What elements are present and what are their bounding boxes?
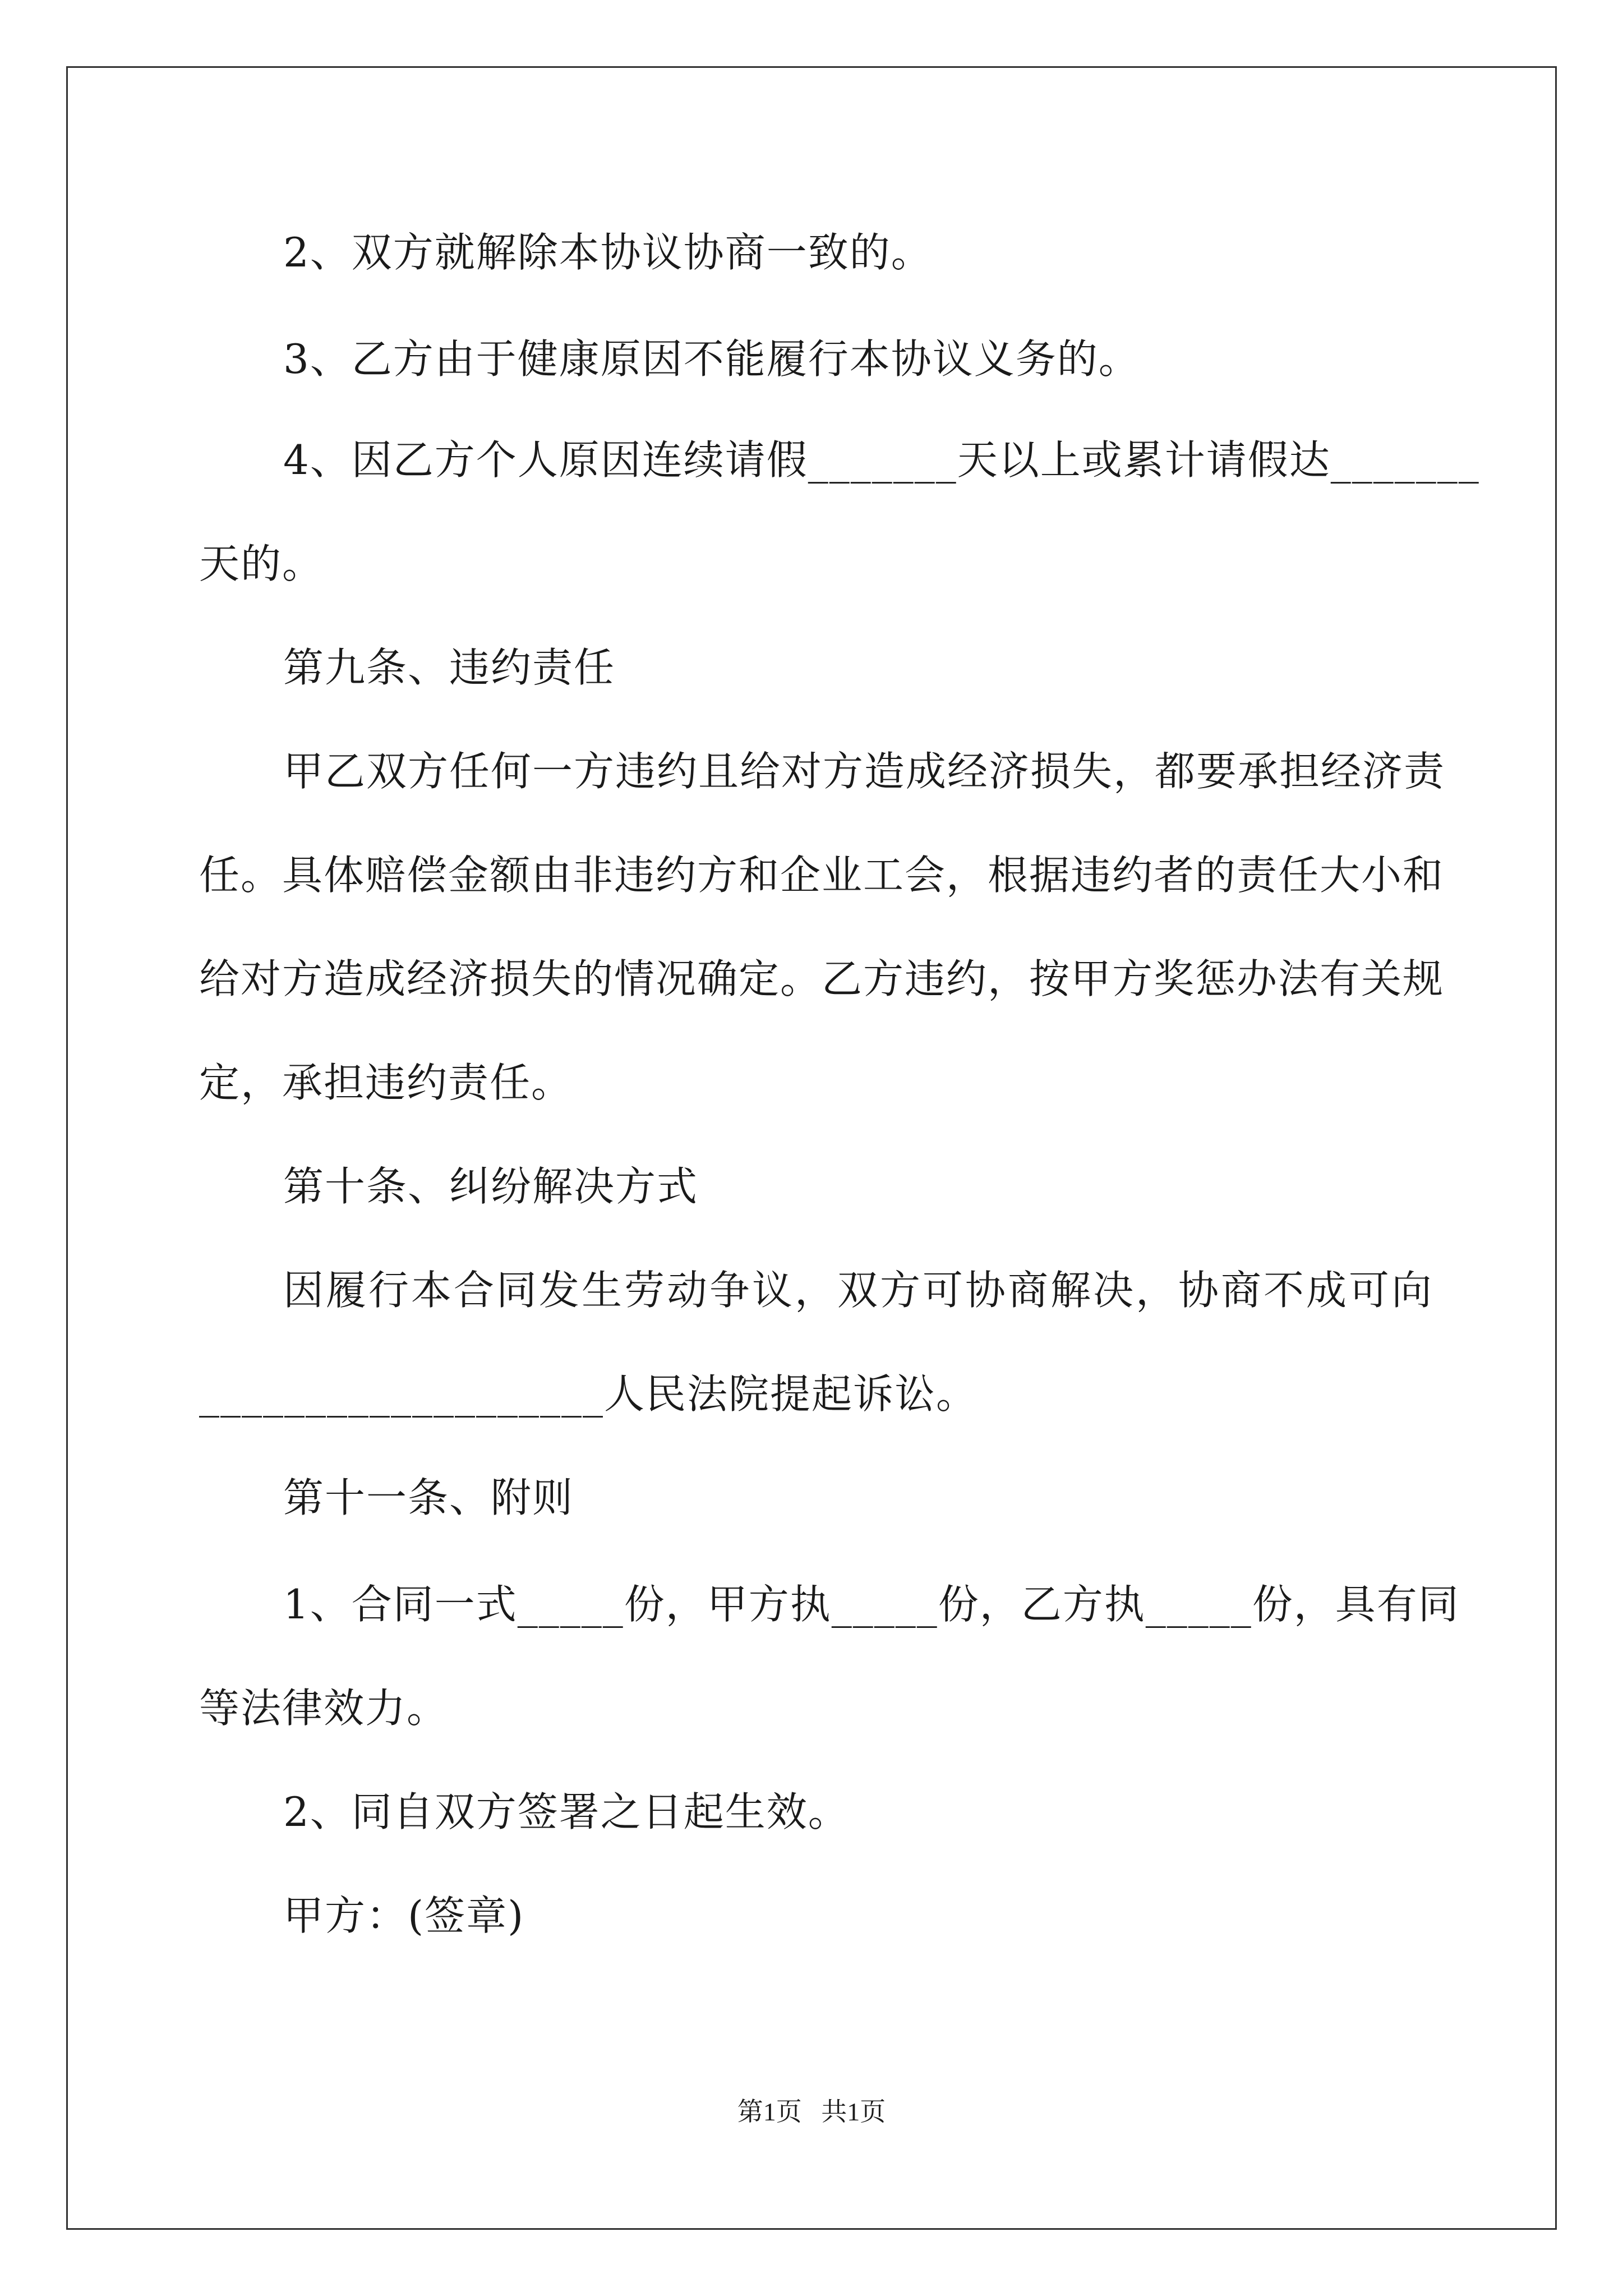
page-number: 第1页 共1页	[737, 2097, 886, 2126]
article-9-paragraph-line-3: 给对方造成经济损失的情况确定。乙方违约，按甲方奖惩办法有关规	[199, 955, 1445, 1002]
article-10-heading: 第十条、纠纷解决方式	[283, 1163, 699, 1210]
article-10-paragraph-line-2: ___________________人民法院提起诉讼。	[199, 1370, 978, 1418]
article-10-paragraph-line-1: 因履行本合同发生劳动争议，双方可协商解决，协商不成可向	[283, 1267, 1433, 1314]
clause-item-3: 3、乙方由于健康原因不能履行本协议义务的。	[283, 335, 1140, 383]
party-a-signature-label: 甲方：(签章)	[283, 1892, 525, 1939]
article-11-item-1-line-2: 等法律效力。	[199, 1685, 449, 1732]
clause-item-4: 4、因乙方个人原因连续请假_______天以上或累计请假达_______	[283, 436, 1480, 484]
article-11-item-1-line-1: 1、合同一式_____份，甲方执_____份，乙方执_____份，具有同	[283, 1581, 1460, 1628]
clause-item-2: 2、双方就解除本协议协商一致的。	[283, 229, 933, 276]
article-11-item-2: 2、同自双方签署之日起生效。	[283, 1788, 850, 1835]
article-9-heading: 第九条、违约责任	[283, 644, 616, 691]
article-9-paragraph-line-4: 定，承担违约责任。	[199, 1059, 573, 1106]
article-9-paragraph-line-2: 任。具体赔偿金额由非违约方和企业工会，根据违约者的责任大小和	[199, 852, 1445, 899]
article-9-paragraph-line-1: 甲乙双方任何一方违约且给对方造成经济损失，都要承担经济责	[283, 748, 1446, 795]
clause-item-4-continued: 天的。	[199, 540, 324, 587]
article-11-heading: 第十一条、附则	[283, 1474, 574, 1521]
